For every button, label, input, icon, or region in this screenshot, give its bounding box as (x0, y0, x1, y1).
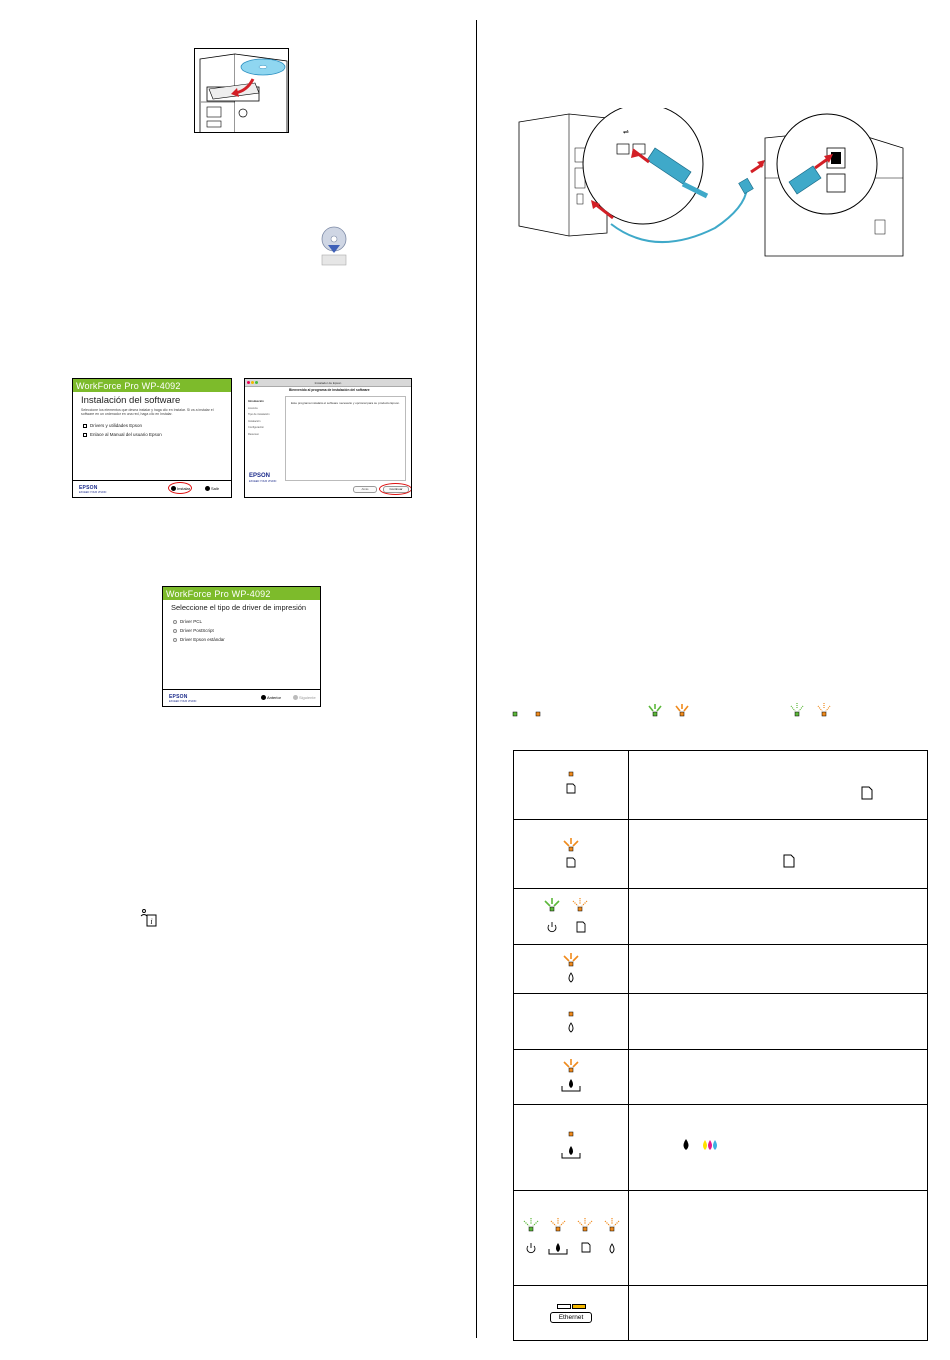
mac-installer-screenshot (244, 378, 412, 498)
epson-tagline: EXCEED YOUR VISION (249, 480, 277, 483)
column-divider (476, 20, 477, 1338)
status-description (629, 889, 928, 945)
mac-step: Instalación (248, 419, 261, 423)
mac-window-title: Instalador de Epson (314, 381, 342, 385)
led-orange-fast-flashing-icon (818, 703, 830, 716)
ethernet-port-cell (514, 1286, 629, 1341)
table-row (514, 1105, 928, 1191)
status-description (629, 820, 928, 889)
previous-icon (261, 695, 266, 700)
activity-led-icon (572, 1304, 586, 1309)
status-icons (514, 994, 629, 1050)
driver-type-dialog-screenshot (162, 586, 321, 707)
ink-drops-icon (681, 1138, 721, 1152)
mac-step: Licencia (248, 406, 258, 410)
option-manual-label: Enlace al Manual del usuario Epson (90, 432, 162, 437)
mac-step: Configuración (248, 426, 265, 429)
status-description (629, 1050, 928, 1105)
epson-tagline: EXCEED YOUR VISION (79, 491, 107, 494)
led-green-fast-flashing-icon (791, 703, 803, 716)
led-legend (512, 703, 852, 723)
driver-heading: Seleccione el tipo de driver de impresión (171, 603, 307, 612)
table-row (514, 889, 928, 945)
epson-tagline: EXCEED YOUR VISION (169, 700, 197, 703)
checkbox-icon (83, 424, 87, 428)
product-title: WorkForce Pro WP-4092 (163, 587, 320, 600)
mac-body-text: Este programa instalará el software necesario y opcional para su producto Epson. (291, 401, 400, 405)
usb-connection-illustration (515, 108, 905, 260)
installer-footer (73, 480, 231, 497)
next-icon (293, 695, 298, 700)
cd-insertion-illustration (194, 48, 289, 133)
driver-footer (163, 689, 320, 706)
link-led-icon (557, 1304, 571, 1309)
status-icons (514, 1191, 629, 1286)
option-epson-standard-label: Driver Epson estándar (180, 637, 225, 642)
printer-status-table (513, 750, 928, 1341)
status-icons (514, 945, 629, 994)
radio-icon (173, 620, 177, 624)
epson-logo: EPSON (169, 694, 188, 700)
status-description (629, 945, 928, 994)
mac-content-panel (285, 396, 406, 481)
back-button[interactable]: Atrás (353, 486, 377, 493)
option-postscript-label: Driver PostScript (180, 628, 214, 633)
table-row (514, 1191, 928, 1286)
led-orange-flashing-icon (676, 704, 688, 716)
continue-button[interactable]: Continuar (383, 486, 409, 493)
windows-installer-screenshot (72, 378, 232, 498)
table-row (514, 1050, 928, 1105)
table-row (514, 751, 928, 820)
next-button[interactable]: Siguiente (293, 695, 316, 700)
table-row (514, 1286, 928, 1341)
option-postscript[interactable] (163, 626, 320, 635)
option-epson-standard[interactable] (163, 635, 320, 644)
printer-info-icon (140, 908, 158, 928)
option-manual-link[interactable] (73, 430, 231, 439)
mac-step: Tipo de instalación (248, 413, 270, 416)
led-green-on-icon (513, 712, 517, 716)
status-icons (514, 751, 629, 820)
radio-icon (173, 629, 177, 633)
mac-steps-list (248, 399, 284, 438)
mac-step: Resumen (248, 432, 260, 436)
window-controls-icon (247, 381, 258, 384)
status-icons (514, 1050, 629, 1105)
highlight-ring (379, 483, 412, 495)
status-description (629, 751, 928, 820)
option-drivers-label: Drivers y utilidades Epson (90, 423, 143, 428)
table-row (514, 820, 928, 889)
installer-heading: Instalación del software (81, 395, 181, 406)
product-title: WorkForce Pro WP-4092 (73, 379, 231, 392)
status-icons (514, 889, 629, 945)
mac-heading: Bienvenido al programa de instalación del software (289, 388, 370, 392)
status-description (629, 1105, 928, 1191)
mac-window-titlebar (245, 379, 411, 387)
table-row (514, 945, 928, 994)
install-button[interactable]: Instalar (171, 486, 190, 491)
svg-text:⇌: ⇌ (623, 129, 629, 136)
cd-setup-icon (318, 225, 350, 269)
radio-icon (173, 638, 177, 642)
paper-icon (783, 854, 795, 868)
checkbox-icon (83, 433, 87, 437)
mac-step: Introducción (248, 400, 264, 403)
status-icons (514, 1105, 629, 1191)
paper-icon (861, 786, 873, 800)
previous-button[interactable]: Anterior (261, 695, 281, 700)
exit-button[interactable]: Salir (205, 486, 219, 491)
status-description (629, 1286, 928, 1341)
ethernet-port-icon (550, 1304, 592, 1323)
status-description (629, 994, 928, 1050)
status-description (629, 1191, 928, 1286)
exit-icon (205, 486, 210, 491)
led-green-flashing-icon (649, 704, 661, 716)
ethernet-label: Ethernet (550, 1312, 592, 1323)
installer-intro-text: Seleccione los elementos que desea instalar y haga clic en Instalar. Si va a instalar el software en un ordenador en una red, haga clic en Instalar. (81, 408, 214, 416)
led-orange-on-icon (536, 712, 540, 716)
status-icons (514, 820, 629, 889)
highlight-ring (168, 482, 192, 494)
epson-logo: EPSON (249, 473, 271, 479)
svg-text:i: i (150, 917, 153, 926)
option-pcl-label: Driver PCL (180, 619, 203, 624)
option-pcl[interactable] (163, 617, 320, 626)
table-row (514, 994, 928, 1050)
option-drivers[interactable] (73, 421, 231, 430)
epson-logo: EPSON (79, 485, 98, 491)
